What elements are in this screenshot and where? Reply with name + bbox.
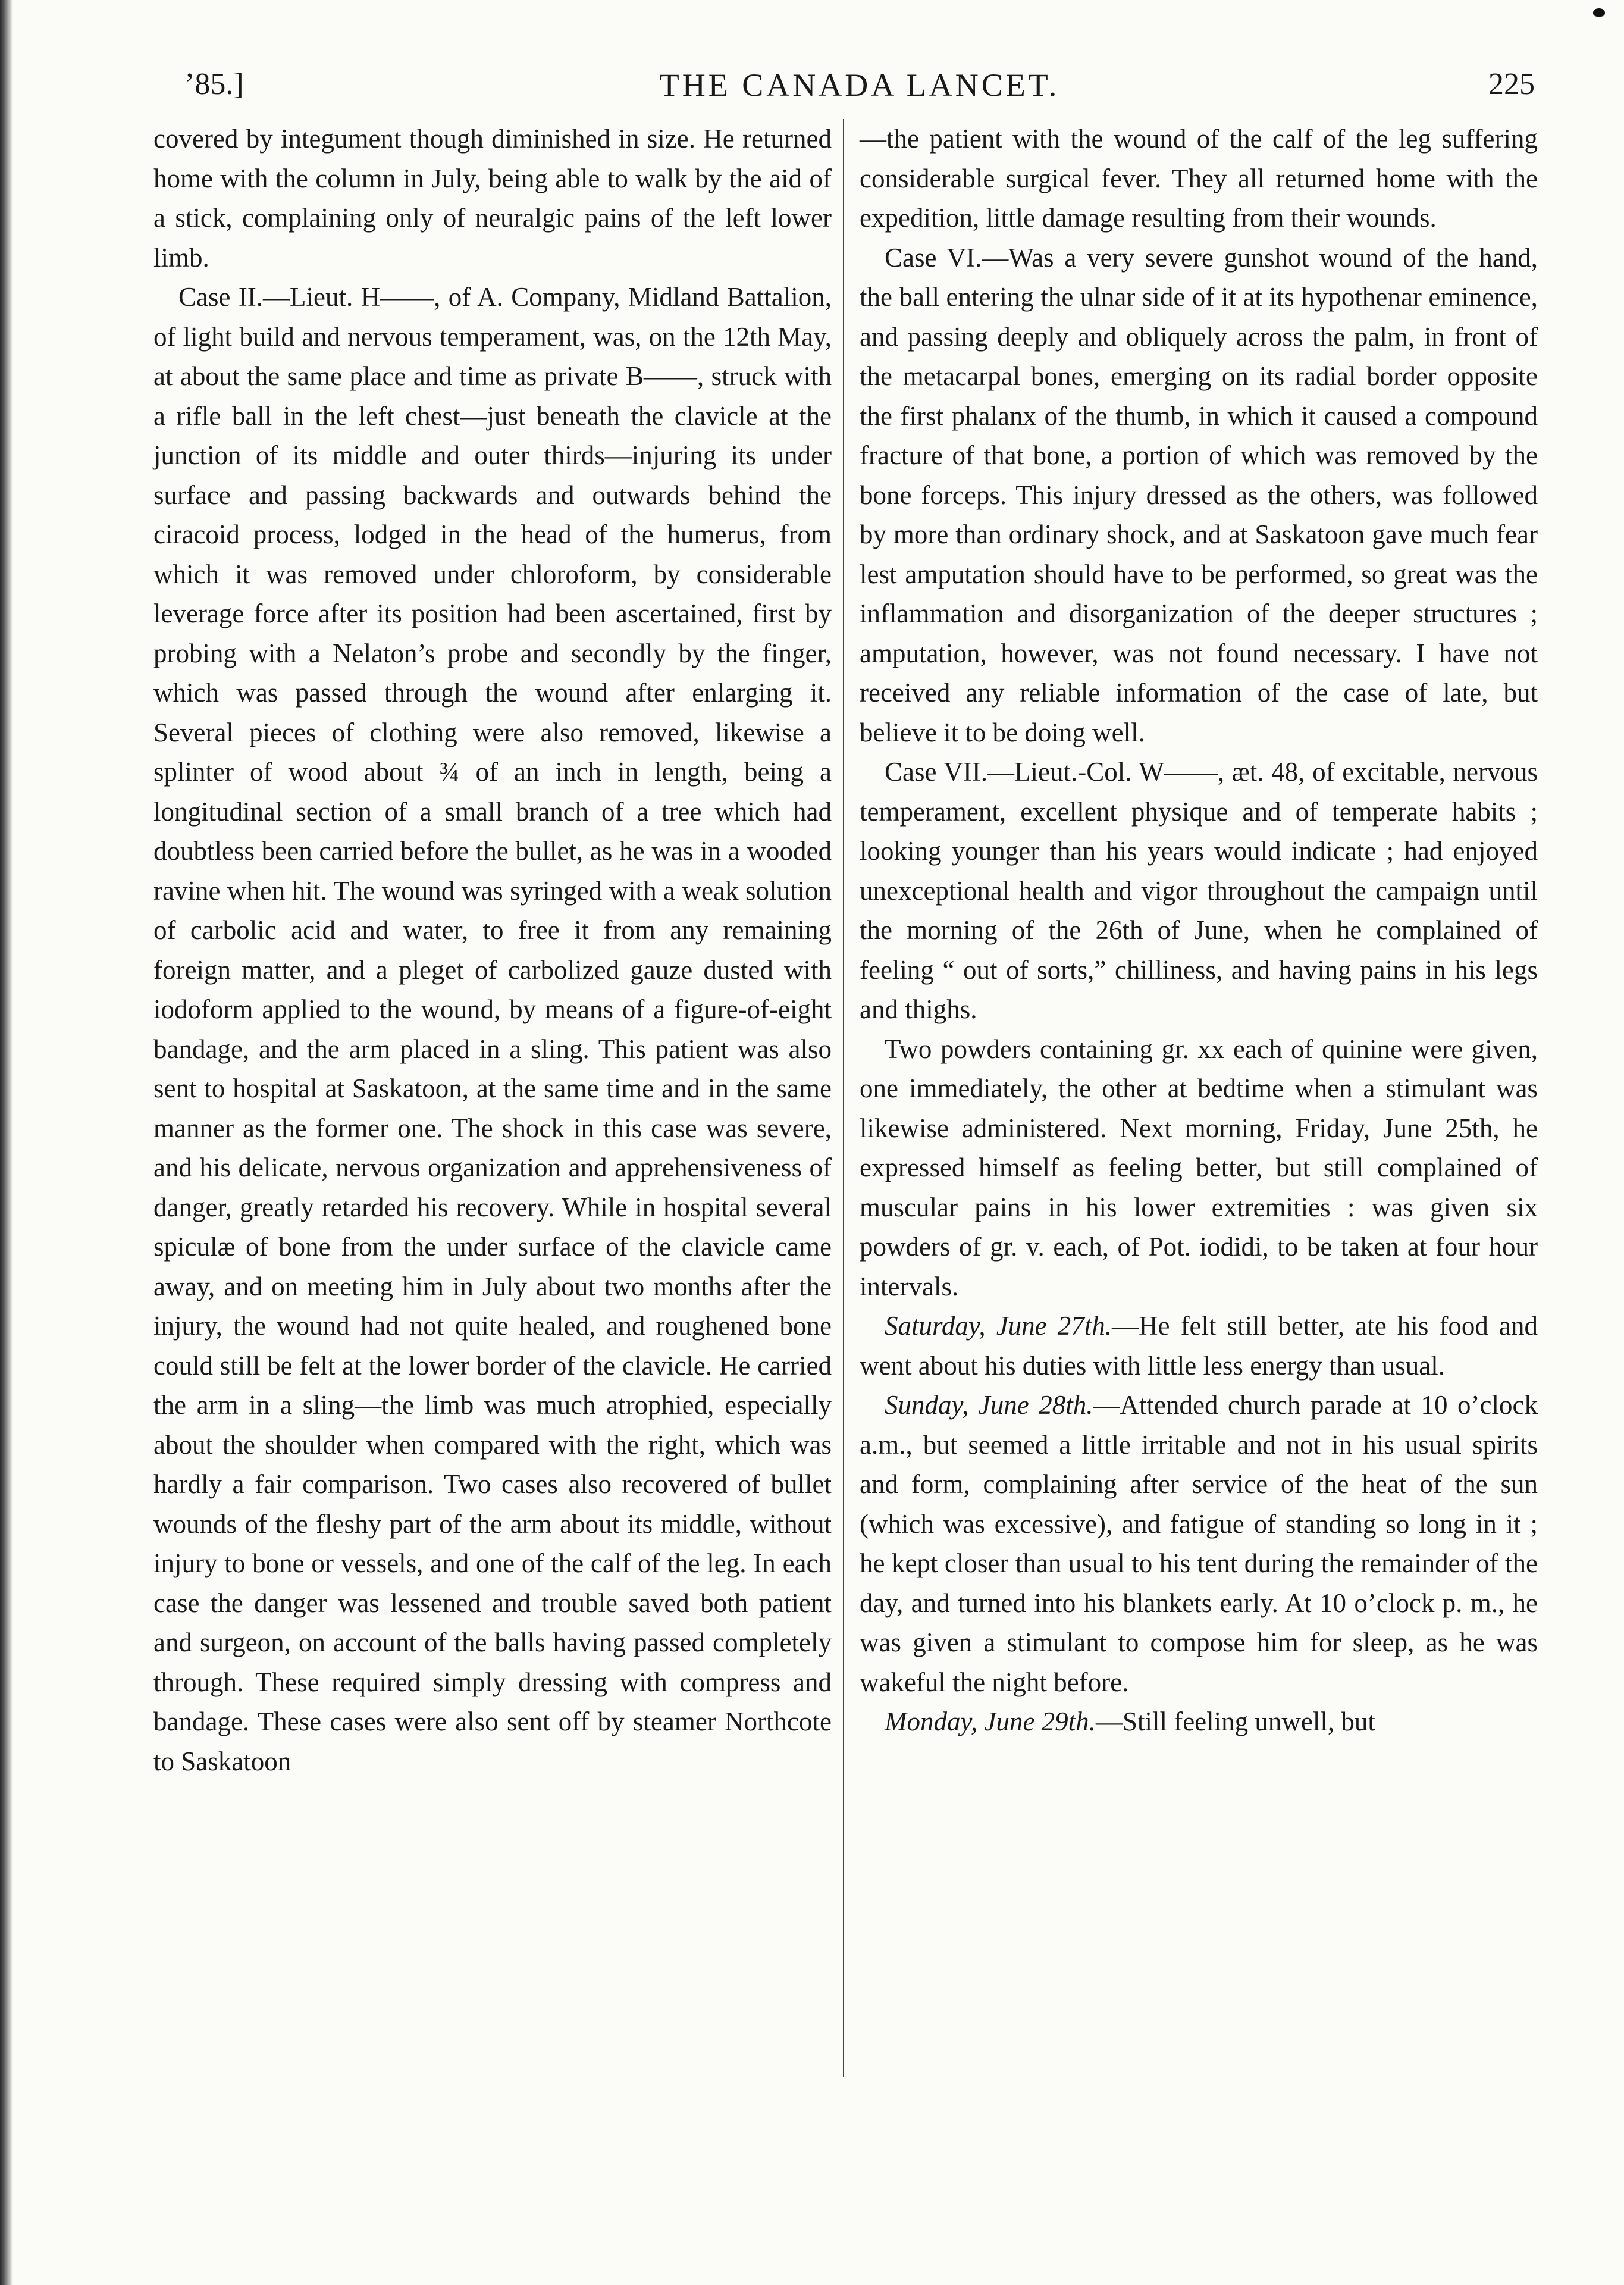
page-number: 225 [1488,67,1535,101]
paragraph-monday [860,1702,1538,1742]
paragraph-saturday [860,1306,1538,1385]
entry-date: Saturday, June 27th. [885,1311,1112,1341]
paragraph-continuation: —the patient with the wound of the calf of the leg suffering considerable surgical fever. They all returned home with the expedition, little damage resulting from their wounds. [860,124,1538,233]
page-header [184,67,1535,108]
right-column [860,119,1538,1742]
entry-date: Monday, June 29th. [885,1707,1096,1736]
entry-date: Sunday, June 28th. [885,1390,1093,1420]
scan-binding-edge [0,0,13,2285]
journal-title: THE CANADA LANCET. [659,67,1060,103]
paragraph-sunday [860,1385,1538,1702]
entry-text: —Attended church parade at 10 o’clock a.m., but seemed a little irritable and not in his usual spirits and form, complaining after service of the heat of the sun (which was excessive), and fatigue of standing so long in it ; he kept closer than usual to his tent during the remainder of the day, and turned into his blankets early. At 10 o’clock p. m., he was given a stimulant to compose him for sleep, as he was wakeful the night before. [860,1390,1538,1697]
scan-ink-mark [1593,8,1605,17]
paragraph-case-vii: Case VII.—Lieut.-Col. W——, æt. 48, of excitable, nervous temperament, excellent physique and of temperate habits ; looking younger than his years would indicate ; had enjoyed unexceptional health and vigor throughout the campaign until the morning of the 26th of June, when he complained of feeling “ out of sorts,” chilliness, and having pains in his legs and thighs. [860,757,1538,1024]
entry-text: —Still feeling unwell, but [1095,1707,1375,1736]
paragraph-case-vi: Case VI.—Was a very severe gunshot wound of the hand, the ball entering the ulnar side of it at its hypothenar eminence, and passing deeply and obliquely across the palm, in front of the metacarpal bones, emerging on its radial border opposite the first phalanx of the thumb, in which it caused a compound fracture of that bone, a portion of which was removed by the bone forceps. This injury dressed as the others, was followed by more than ordinary shock, and at Saskatoon gave much fear lest amputation should have to be performed, so great was the inflammation and disorganization of the deeper structures ; amputation, however, was not found necessary. I have not received any reliable information of the case of late, but believe it to be doing well. [860,242,1538,747]
paragraph-continuation: covered by integument though diminished in size. He returned home with the column in July, being able to walk by the aid of a stick, complaining only of neuralgic pains of the left lower limb. [153,124,832,273]
paragraph-case-ii: Case II.—Lieut. H——, of A. Company, Midland Battalion, of light build and nervous temperament, was, on the 12th May, at about the same place and time as private B——, struck with a rifle ball in the left chest—just beneath the clavicle at the junction of its middle and outer thirds—injuring its under surface and passing backwards and outwards behind the ciracoid process, lodged in the head of the humerus, from which it was removed under chloroform, by considerable leverage force after its position had been ascertained, first by probing with a Nelaton’s probe and secondly by the finger, which was passed through the wound after enlarging it. Several pieces of clothing were also removed, likewise a splinter of wood about ¾ of an inch in length, being a longitudinal section of a small branch of a tree which had doubtless been carried before the bullet, as he was in a wooded ravine when hit. The wound was syringed with a weak solution of carbolic acid and water, to free it from any remaining foreign matter, and a pleget of carbolized gauze dusted with iodoform applied to the wound, by means of a figure-of-eight bandage, and the arm placed in a sling. This patient was also sent to hospital at Saskatoon, at the same time and in the same manner as the former one. The shock in this case was severe, and his delicate, nervous organization and apprehensiveness of danger, greatly retarded his recovery. While in hospital several spiculæ of bone from the under surface of the clavicle came away, and on meeting him in July about two months after the injury, the wound had not quite healed, and roughened bone could still be felt at the lower border of the clavicle. He carried the arm in a sling—the limb was much atrophied, especially about the shoulder when compared with the right, which was hardly a fair comparison. Two cases also recovered of bullet wounds of the fleshy part of the arm about its middle, without injury to bone or vessels, and one of the calf of the leg. In each case the danger was lessened and trouble saved both patient and surgeon, on account of the balls having passed completely through. These required simply dressing with compress and bandage. These cases were also sent off by steamer Northcote to Saskatoon [153,282,832,1776]
paragraph-quinine: Two powders containing gr. xx each of quinine were given, one immediately, the other at bedtime when a stimulant was likewise administered. Next morning, Friday, June 25th, he expressed himself as feeling better, but still complained of muscular pains in his lower extremities : was given six powders of gr. v. each, of Pot. iodidi, to be taken at four hour intervals. [860,1034,1538,1301]
header-year: ’85.] [184,67,244,101]
column-divider [843,119,844,2077]
left-column [153,119,832,1781]
entry-text: —He felt still better, ate his food and went about his duties with little less energy than usual. [860,1311,1538,1381]
